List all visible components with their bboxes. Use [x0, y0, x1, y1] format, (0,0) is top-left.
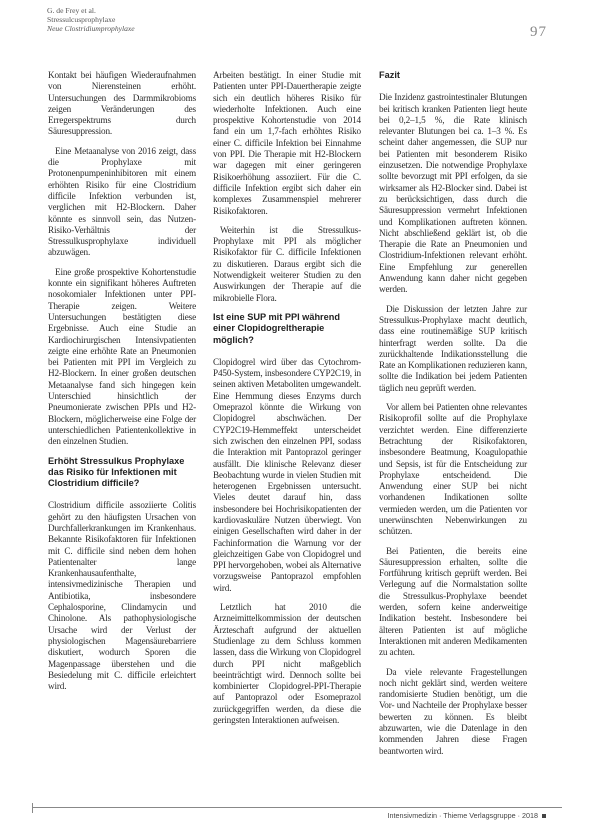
column-right — [379, 70, 527, 765]
paragraph: Weiterhin ist die Stressulkus-Prophylaxe mit PPI als möglicher Risikofaktor für C. difficile Infektionen zu diskutieren. Daraus ergibt sich die Notwendigkeit weiterer Studien zu den Auswirkungen der Therapie auf die mikrobielle Flora. — [213, 224, 361, 303]
paragraph: Die Diskussion der letzten Jahre zur Stressulkus-Prophylaxe macht deutlich, dass eine routinemäßige SUP kritisch hinterfragt werden sollte. Da die zurückhaltende Indikationsstellung die Rate an Komplikationen reduzieren kann, sollte die Indikation bei jedem Patienten täglich neu geprüft werden. — [379, 303, 527, 393]
header-authors: G. de Frey et al. — [47, 6, 96, 15]
section-heading: Ist eine SUP mit PPI während einer Clopidogreltherapie möglich? — [213, 311, 340, 345]
paragraph: Eine Metaanalyse von 2016 zeigt, dass die Prophylaxe mit Protonenpumpeninhibitoren mit einem erhöhten Risiko für eine Clostridium difficile Infektion verbunden ist, verglichen mit H2-Blockern. Daher könnte es sinnvoll sein, das Nutzen-Risiko-Verhältnis der Stressulkusprophylaxe individuell abzuwägen. — [48, 145, 196, 258]
column-left — [48, 70, 196, 700]
paragraph: Letztlich hat 2010 die Arzneimittelkommission der deutschen Ärzteschaft aufgrund der aktuellen Studienlage zu dem Schluss kommen lassen, dass die Wirkung von Clopidogrel durch PPI nicht maßgeblich beeinträchtigt wird. Dennoch sollte bei kombinierter Clopidogrel-PPI-Therapie auf Pantoprazol oder Esomeprazol zurückgegriffen werden, da diese die geringsten Interaktionen aufweisen. — [213, 602, 361, 726]
section-heading: Fazit — [379, 70, 400, 80]
paragraph: Clopidogrel wird über das Cytochrom-P450-System, insbesondere CYP2C19, in seinen aktiven Metaboliten umgewandelt. Eine Hemmung dieses Enzyms durch Omeprazol könnte die Wirkung von Clopidogrel abschwächen. Der CYP2C19-Hemmeffekt unterscheidet sich zwischen den einzelnen PPI, sodass die Interaktion mit Pantoprazol geringer ausfällt. Die klinische Relevanz dieser Beobachtung wurde in vielen Studien mit heterogenen Ergebnissen untersucht. Vieles deutet darauf hin, dass insbesondere bei Hochrisikopatienten der kardiovaskuläre Nutzen überwiegt. Von einigen Gesellschaften wird daher in der Fachinformation die Warnung vor der gleichzeitigen Gabe von Clopidogrel und PPI hervorgehoben, wobei als Alternative vorzugsweise Pantoprazol empfohlen wird. — [213, 356, 361, 593]
paragraph: Arbeiten bestätigt. In einer Studie mit Patienten unter PPI-Dauertherapie zeigte sich ein deutlich höheres Risiko für wiederholte Infektionen. Auch eine prospektive Kohortenstudie von 2014 fand ein um 1,7-fach erhöhtes Risiko einer C. difficile Infektion bei Einnahme von PPI. Die Therapie mit H2-Blockern war dagegen mit einer geringeren Risikoerhöhung assoziiert. Für die C. difficile Infektion ergibt sich daher ein komplexes Zusammenspiel mehrerer Risikofaktoren. — [213, 70, 361, 216]
paragraph: Da viele relevante Fragestellungen noch nicht geklärt sind, werden weitere randomisierte Studien benötigt, um die Vor- und Nachteile der Prophylaxe besser bewerten zu können. Es bleibt abzuwarten, wie die Datenlage in den kommenden Jahren diese Fragen beantworten wird. — [379, 666, 527, 756]
paragraph: Die Inzidenz gastrointestinaler Blutungen bei kritisch kranken Patienten liegt heute bei 0,2–1,5 %, die Rate klinisch relevanter Blutungen bei ca. 1–3 %. Es scheint daher angemessen, die SUP nur bei Patienten mit besonderem Risiko einzusetzen. Die notwendige Prophylaxe sollte bevorzugt mit PPI erfolgen, da sie wirksamer als H2-Blocker sind. Dabei ist zu berücksichtigen, dass durch die Säuresuppression vermehrt Infektionen und Komplikationen auftreten können. Nicht abschließend geklärt ist, ob die Therapie die Rate an Pneumonien und Clostridium-Infektionen relevant erhöht. Eine Empfehlung zur generellen Anwendung kann daher nicht gegeben werden. — [379, 92, 527, 295]
paragraph: Clostridium difficile assoziierte Colitis gehört zu den häufigsten Ursachen von Durchfallerkrankungen im Krankenhaus. Bekannte Risikofaktoren für Infektionen mit C. difficile sind neben dem hohen Patientenalter lange Krankenhausaufenthalte, intensivmedizinische Therapien und Antibiotika, insbesondere Cephalosporine, Clindamycin und Chinolone. Als pathophysiologische Ursache wird der Verlust der physiologischen Magensäurebarriere diskutiert, wodurch Sporen die Magenpassage überstehen und die Besiedelung mit C. difficile erleichtert wird. — [48, 500, 196, 692]
footer-square-icon — [542, 814, 546, 818]
column-middle — [213, 70, 361, 734]
paragraph: Bei Patienten, die bereits eine Säuresuppression erhalten, sollte die Fortführung kritisch geprüft werden. Bei Verlegung auf die Normalstation sollte die Stressulkus-Prophylaxe beendet werden, sofern keine anderweitige Indikation besteht. Insbesondere bei älteren Patienten ist auf mögliche Interaktionen mit anderen Medikamenten zu achten. — [379, 545, 527, 658]
header-topic: Stressulcusprophylaxe — [47, 15, 116, 24]
page-number: 97 — [530, 24, 547, 40]
footer-publisher: Intensivmedizin · Thieme Verlagsgruppe · 2018 — [387, 811, 538, 820]
footer-divider — [32, 807, 562, 808]
header-subtitle: Neue Clostridiumprophylaxe — [47, 24, 135, 33]
paragraph: Kontakt bei häufigen Wiederaufnahmen von Nierensteinen erhöht. Untersuchungen des Darmmikrobioms zeigen Veränderungen des Erregerspektrums durch Säuresuppression. — [48, 70, 196, 137]
paragraph: Vor allem bei Patienten ohne relevantes Risikoprofil sollte auf die Prophylaxe verzichtet werden. Eine differenzierte Betrachtung der Risikofaktoren, insbesondere Beatmung, Koagulopathie und Sepsis, ist für die Entscheidung zur Prophylaxe entscheidend. Die Anwendung einer SUP bei nicht vorhandenen Indikationen sollte vermieden werden, um die Patienten vor unerwünschten Nebenwirkungen zu schützen. — [379, 402, 527, 537]
page-header — [47, 6, 547, 46]
footer-corner-mark — [32, 803, 33, 813]
paragraph: Eine große prospektive Kohortenstudie konnte ein signifikant höheres Auftreten nosokomialer Infektionen unter PPI-Therapie zeigen. Weitere Untersuchungen bestätigten diese Ergebnisse. Auch eine Studie an Kardiochirurgischen Intensivpatienten zeigte eine erhöhte Rate an Pneumonien bei Patienten mit PPI im Vergleich zu H2-Blockern. In einer großen deutschen Metaanalyse fand sich hingegen kein Unterschied hinsichtlich der Pneumonierate zwischen PPIs und H2-Blockern, möglicherweise eine Folge der unterschiedlichen Patientenkollektive in den einzelnen Studien. — [48, 266, 196, 447]
section-heading: Erhöht Stressulkus Prophylaxe das Risiko für Infektionen mit Clostridium difficile? — [48, 455, 185, 489]
